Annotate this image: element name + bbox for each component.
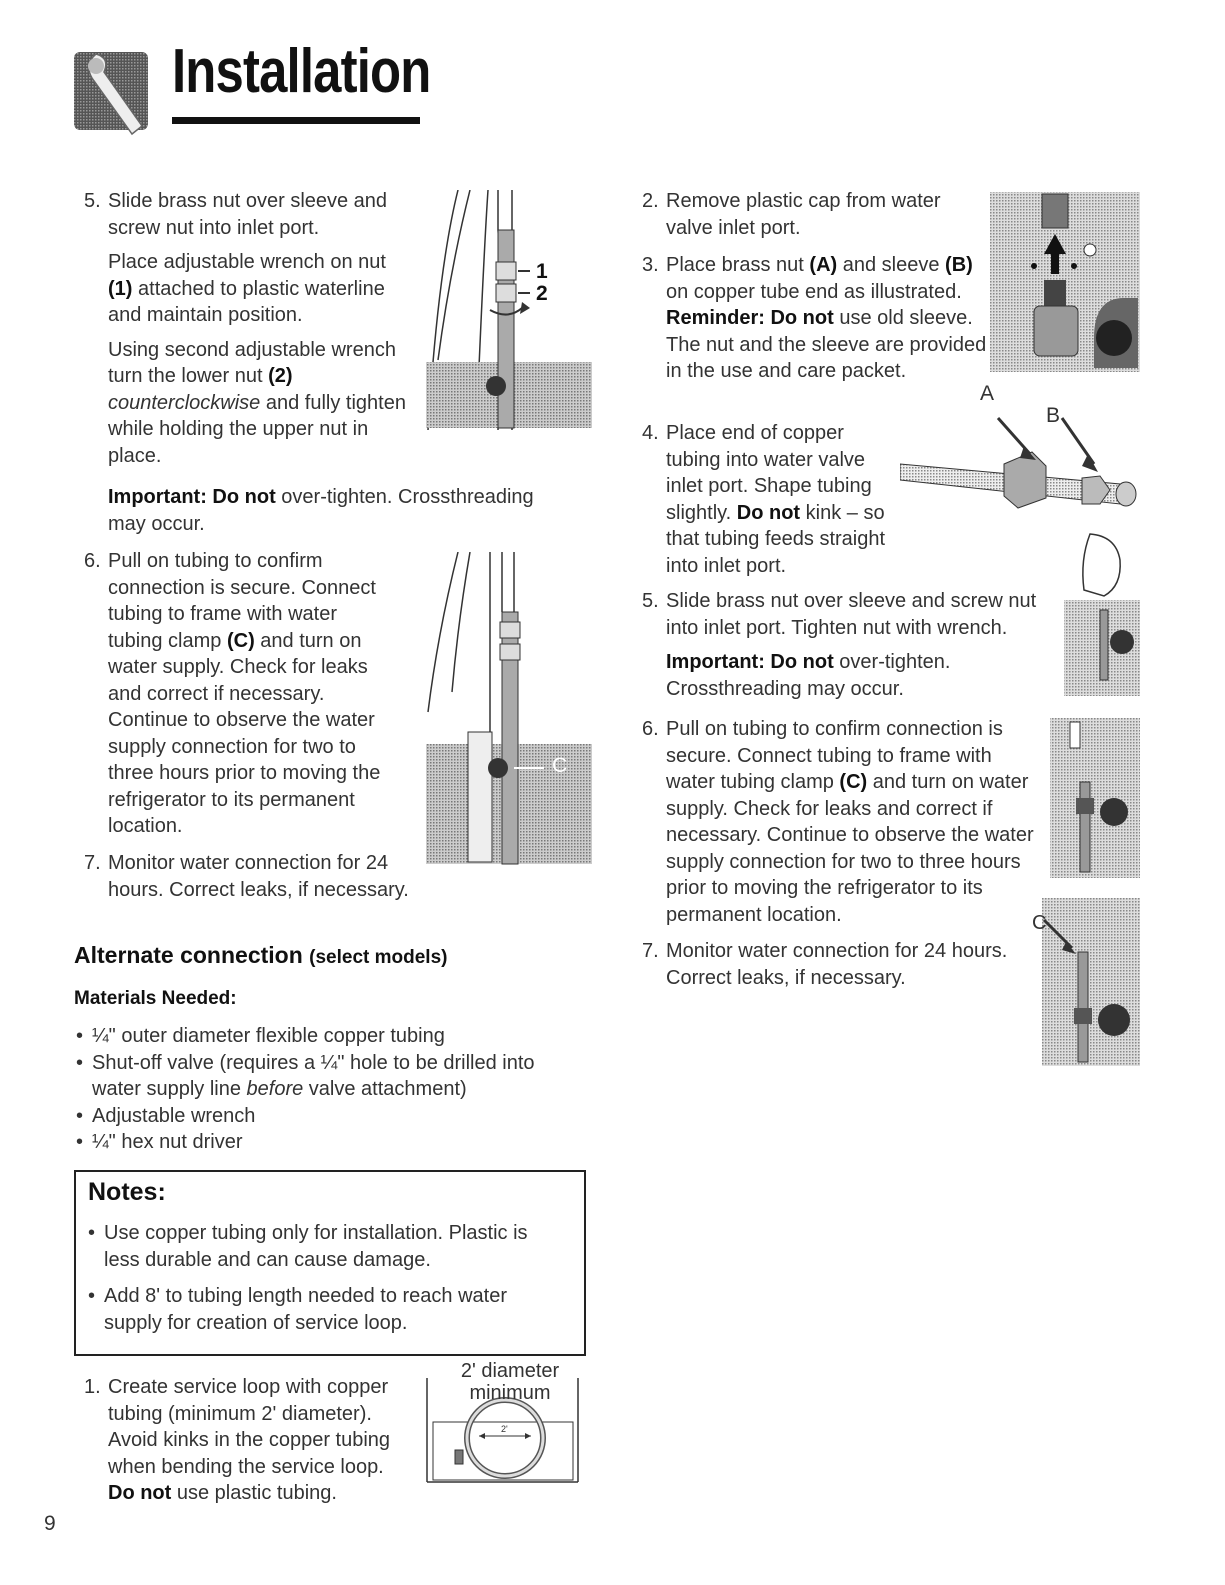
label-c: (C)	[226, 629, 255, 652]
left-step-6	[84, 548, 394, 840]
step-text: Using second adjustable wrench turn the lower nut (2) counterclockwise and fully tighten while holding the upper nut in place.	[108, 338, 406, 467]
service-loop-illustration	[425, 1360, 580, 1486]
step-text: Remove plastic cap from water valve inlet port.	[666, 190, 941, 239]
step-number: 5.	[84, 190, 101, 212]
inlet-connection-illustration	[1040, 712, 1142, 880]
page-number: 9	[44, 1512, 56, 1535]
figure-label-a: A	[980, 382, 995, 405]
step-number: 3.	[642, 254, 659, 276]
step-number: 6.	[642, 718, 659, 740]
header-icon	[74, 44, 152, 136]
right-step-2	[642, 188, 962, 241]
step-number: 7.	[642, 940, 659, 962]
step-number: 1.	[84, 1376, 101, 1398]
list-item: • Shut-off valve (requires a ¼" hole to be drilled into water supply line before valve attachment)	[74, 1050, 574, 1103]
inlet-port-illustration	[990, 188, 1140, 374]
figure-label-c: C	[552, 754, 568, 777]
step-text: Create service loop with copper tubing (minimum 2' diameter). Avoid kinks in the copper tubing when bending the service loop. Do not use plastic tubing.	[108, 1376, 391, 1504]
section-heading: Alternate connection (select models)	[74, 942, 448, 968]
right-step-5	[642, 588, 1052, 702]
label-b: (B)	[945, 254, 973, 276]
materials-heading: Materials Needed:	[74, 988, 237, 1009]
important-label: Important: Do not	[666, 651, 834, 673]
notes-title: Notes:	[88, 1178, 166, 1206]
step-text: Place adjustable wrench on nut (1) attached to plastic waterline and maintain position.	[108, 251, 386, 326]
right-step-7	[642, 938, 1042, 991]
label-a: (A)	[809, 254, 838, 276]
right-step-3	[642, 252, 994, 385]
right-step-6	[642, 716, 1042, 928]
wrench-icon	[74, 44, 152, 136]
list-item: • ¼" outer diameter flexible copper tubing	[74, 1023, 574, 1050]
nut-tightening-illustration	[418, 190, 596, 438]
list-item: • Add 8' to tubing length needed to reach water supply for creation of service loop.	[86, 1283, 566, 1336]
hand-wrench-illustration	[1060, 530, 1142, 698]
step-text: Slide brass nut over sleeve and screw nut into inlet port. Tighten nut with wrench.	[666, 590, 1037, 639]
left-step-1	[84, 1374, 414, 1507]
loop-label: 2' diameter minimum	[460, 1360, 560, 1404]
notes-box	[74, 1170, 586, 1356]
left-important-note: Important: Do not over-tighten. Crossthreading may occur.	[108, 486, 534, 535]
page-title: Installation	[172, 37, 431, 106]
step-number: 7.	[84, 852, 101, 874]
right-step-4	[642, 420, 892, 579]
step-text: Place brass nut (A) and sleeve (B) on copper tube end as illustrated. Reminder: Do not use old sleeve. The nut and the sleeve are provided in the use and care packet.	[666, 254, 987, 382]
step-text: Place end of copper tubing into water valve inlet port. Shape tubing slightly. Do not kink – so that tubing feeds straight into inlet port.	[666, 422, 886, 577]
figure-label-b: B	[1046, 404, 1061, 427]
step-number: 5.	[642, 590, 659, 612]
notes-list	[86, 1220, 566, 1336]
figure-label-2: 2	[536, 282, 548, 305]
step-text: Monitor water connection for 24 hours. Correct leaks, if necessary.	[666, 940, 1008, 989]
step-text: Pull on tubing to confirm connection is secure. Connect tubing to frame with water tubing clamp (C) and turn on water supply. Check for leaks and correct if necessary. Continue to observe the water supply connection for two to three hours prior to moving the refrigerator to its permanent location.	[108, 550, 381, 837]
list-item: • Use copper tubing only for installation. Plastic is less durable and can cause damage.	[86, 1220, 566, 1273]
tube-nut-sleeve-illustration	[900, 380, 1142, 530]
step-text: Monitor water connection for 24 hours. Correct leaks, if necessary.	[108, 852, 409, 901]
title-underline	[172, 117, 420, 124]
tubing-clamp-illustration	[418, 552, 596, 868]
donot-label: Do not	[108, 1482, 172, 1504]
figure-label-1: 1	[536, 260, 548, 283]
donot-label: Do not	[736, 501, 801, 524]
figure-label-c: C	[1032, 912, 1047, 934]
loop-inner-label: 2'	[501, 1424, 508, 1434]
left-step-5	[84, 188, 414, 477]
step-text: Slide brass nut over sleeve and screw nut into inlet port.	[108, 190, 388, 239]
step-number: 2.	[642, 190, 659, 212]
materials-list	[74, 1023, 574, 1156]
step-text: Pull on tubing to confirm connection is secure. Connect tubing to frame with water tubing clamp (C) and turn on water supply. Check for leaks and correct if necessary. Continue to observe the water supply connection for two to three hours prior to moving the refrigerator to its permanent location.	[666, 718, 1034, 926]
list-item: • ¼" hex nut driver	[74, 1129, 574, 1156]
step-number: 6.	[84, 550, 101, 572]
reminder-label: Reminder: Do not	[666, 307, 834, 329]
label-2: (2)	[268, 365, 293, 387]
label-1: (1)	[108, 277, 133, 300]
important-label: Important: Do not	[108, 486, 276, 508]
important-note: Important: Do not over-tighten. Crossthreading may occur.	[666, 651, 951, 700]
left-step-7	[84, 850, 414, 903]
list-item: • Adjustable wrench	[74, 1103, 574, 1130]
label-c: (C)	[839, 771, 868, 793]
step-number: 4.	[642, 422, 659, 444]
inlet-clamp-illustration	[1030, 892, 1142, 1068]
